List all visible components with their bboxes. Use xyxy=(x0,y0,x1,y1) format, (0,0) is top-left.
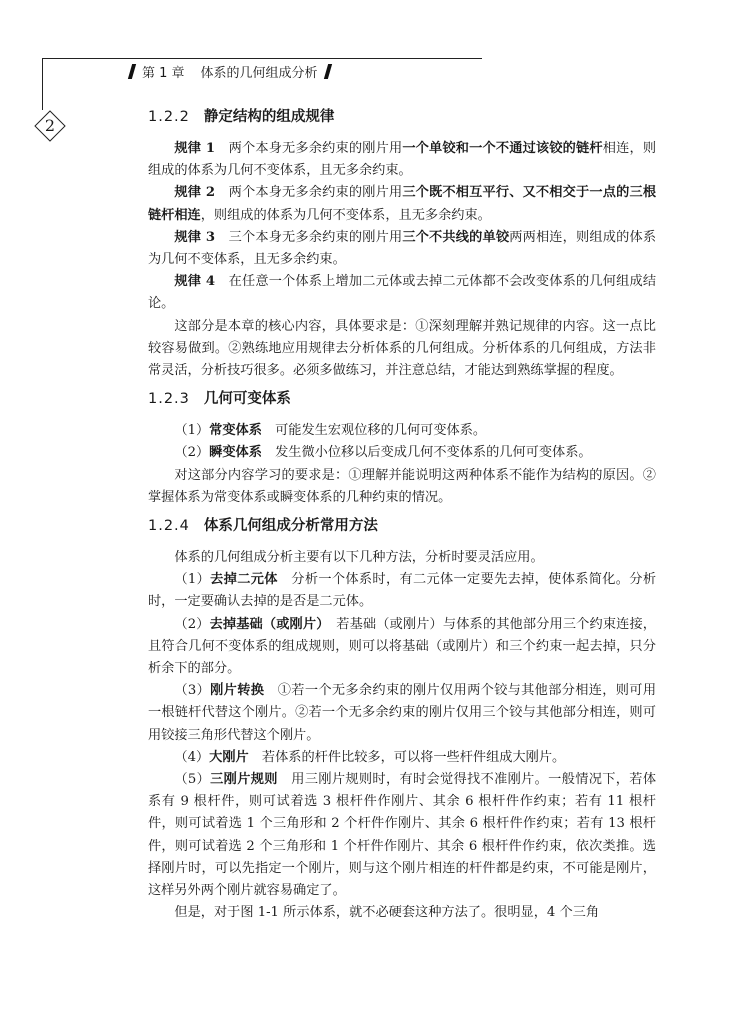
section-number: 1.2.4 xyxy=(148,518,190,535)
rule-text: 相连，则组成的体系为几何不变体系，且无多余约束。 xyxy=(148,141,657,179)
item-prefix: （2） xyxy=(174,616,210,632)
section-heading-1-2-2 xyxy=(148,104,656,130)
item-prefix: （2） xyxy=(174,445,210,461)
list-item xyxy=(148,769,656,902)
rule-label: 规律 3 xyxy=(174,229,216,245)
summary-paragraph: 这部分是本章的核心内容，具体要求是：①深刻理解并熟记规律的内容。这一点比较容易做到。②熟练地应用规律去分析体系的几何组成。分析体系的几何组成，方法非常灵活，分析技巧很多。必须多做练习，并注意总结，才能达到熟练掌握的程度。 xyxy=(148,318,656,379)
rule-paragraph xyxy=(148,271,656,315)
page-body xyxy=(148,104,656,925)
rule-text: 两两相连，则组成的体系为几何不变体系，且无多余约束。 xyxy=(148,229,657,268)
rule-label: 规律 4 xyxy=(174,274,216,290)
list-item xyxy=(148,680,656,747)
rule-text: 在任意一个体系上增加二元体或去掉二元体都不会改变体系的几何组成结论。 xyxy=(148,274,657,312)
item-prefix: （1） xyxy=(174,423,210,439)
item-text: 用三刚片规则时，有时会觉得找不准刚片。一般情况下，若体系有 9 根杆件，则可试着选 3 根杆件作刚片、其余 6 根杆件作约束；若有 11 根杆件，则可试着选 1 个三角形和 2 个杆件作刚片、其余 6 根杆件作约束；若有 13 根杆件，则可试着选 2 个三角形和 1 个杆件作刚片、其余 6 根杆件作约束，依次类推。选择刚片时，可以先指定一个刚片，则与这个刚片相连的杆件都是约束，不可能是刚片，这样另外两个刚片就容易确定了。 xyxy=(148,772,657,899)
item-term: 瞬变体系 xyxy=(209,445,262,461)
section-heading-1-2-3 xyxy=(148,386,656,412)
page-number-badge xyxy=(34,110,66,142)
item-prefix: （5） xyxy=(174,772,211,788)
rule-emphasis: 一个单铰和一个不通过该铰的链杆 xyxy=(402,141,603,156)
closing-paragraph: 但是，对于图 1-1 所示体系，就不必硬套这种方法了。很明显，4 个三角 xyxy=(174,905,600,921)
page-number: 2 xyxy=(44,116,56,135)
item-term: 常变体系 xyxy=(209,423,262,439)
header-rule-vertical xyxy=(42,58,43,110)
rule-text: 两个本身无多余约束的刚片用 xyxy=(228,141,403,156)
section-number: 1.2.2 xyxy=(148,109,190,125)
list-item xyxy=(148,420,656,442)
rule-label: 规律 2 xyxy=(174,185,216,201)
item-term: 去掉基础（或刚片） xyxy=(209,616,323,632)
running-header xyxy=(130,62,330,81)
header-title: 体系的几何组成分析 xyxy=(200,66,318,81)
item-text: 若基础（或刚片）与体系的其他部分用三个约束连接，且符合几何不变体系的组成规则，则可以将基础（或刚片）和三个约束一起去掉，只分析余下的部分。 xyxy=(148,616,656,677)
rule-text: ，则组成的体系为几何不变体系，且无多余约束。 xyxy=(200,207,491,223)
item-term: 去掉二元体 xyxy=(210,572,278,588)
rule-emphasis: 三个既不相互平行、又不相交于一点的三根链杆相连 xyxy=(148,185,657,223)
header-rule xyxy=(42,58,482,59)
section-number: 1.2.3 xyxy=(148,391,190,408)
rule-paragraph xyxy=(148,182,656,226)
list-item xyxy=(148,747,656,769)
section-heading-1-2-4 xyxy=(148,513,656,539)
intro-paragraph: 体系的几何组成分析主要有以下几种方法，分析时要灵活应用。 xyxy=(174,550,544,566)
rule-paragraph xyxy=(148,138,656,182)
section-title: 几何可变体系 xyxy=(203,391,291,408)
header-slash-mark xyxy=(323,64,331,79)
rule-paragraph xyxy=(148,227,656,271)
item-prefix: （4） xyxy=(174,749,210,765)
summary-paragraph: 对这部分内容学习的要求是：①理解并能说明这两种体系不能作为结构的原因。②掌握体系为常变体系或瞬变体系的几种约束的情况。 xyxy=(148,467,656,505)
item-text: ①若一个无多余约束的刚片仅用两个铰与其他部分相连，则可用一根链杆代替这个刚片。②若一个无多余约束的刚片仅用三个铰与其他部分相连，则可用铰接三角形代替这个刚片。 xyxy=(148,683,657,743)
list-item xyxy=(148,614,656,681)
item-text: 分析一个体系时，有二元体一定要先去掉，使体系简化。分析时，一定要确认去掉的是否是二元体。 xyxy=(148,572,657,610)
rule-text: 三个本身无多余约束的刚片用 xyxy=(228,229,403,245)
item-prefix: （3） xyxy=(174,683,211,699)
section-title: 静定结构的组成规律 xyxy=(203,109,335,125)
rule-emphasis: 三个不共线的单铰 xyxy=(402,229,510,245)
item-text: 若体系的杆件比较多，可以将一些杆件组成大刚片。 xyxy=(261,749,566,765)
item-text: 发生微小位移以后变成几何不变体系的几何可变体系。 xyxy=(275,445,592,461)
item-text: 可能发生宏观位移的几何可变体系。 xyxy=(275,423,487,439)
list-item xyxy=(148,569,656,613)
rule-text: 两个本身无多余约束的刚片用 xyxy=(228,185,403,201)
header-slash-mark xyxy=(128,64,136,79)
item-term: 刚片转换 xyxy=(210,683,265,699)
section-title: 体系几何组成分析常用方法 xyxy=(203,518,378,535)
item-term: 三刚片规则 xyxy=(210,772,278,788)
list-item xyxy=(148,442,656,464)
rule-label: 规律 1 xyxy=(174,141,216,156)
header-chapter: 第 1 章 xyxy=(142,66,185,81)
item-prefix: （1） xyxy=(174,572,211,588)
item-term: 大刚片 xyxy=(209,749,249,765)
